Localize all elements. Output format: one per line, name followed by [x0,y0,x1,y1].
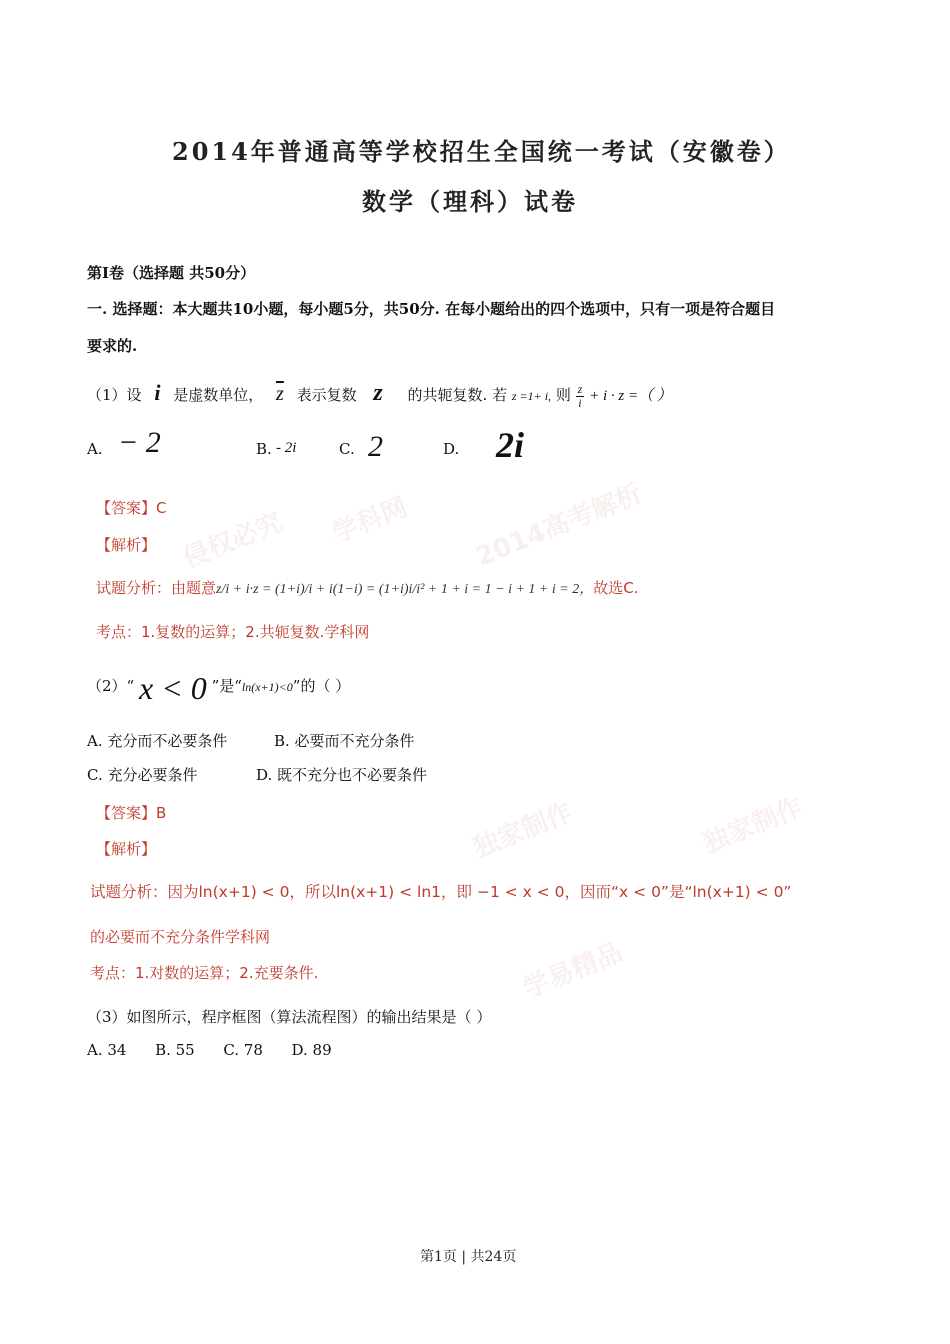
watermark-2: 2014高考解析 [471,478,647,573]
q1-option-d-label: D. [443,440,460,458]
q1-answer: 【答案】C [96,499,167,517]
question-3-stem: （3）如图所示，程序框图（算法流程图）的输出结果是（ ） [87,1008,492,1026]
q1-analysis-expression: z/i + i·z = (1+i)/i + i(1−i) = (1+i)i/i² + 1 + i = 1 − i + 1 + i = 2， [216,582,594,597]
watermark-4: 独家制作 [469,797,577,865]
q1-option-b-value: - 2i [276,440,297,456]
q2-option-a: A. 充分而不必要条件 [87,732,228,750]
page-footer: 第1页 | 共24页 [420,1249,517,1265]
q1-option-a-label: A. [87,440,103,458]
q2-mid: ”是“ [211,677,242,695]
section-header: 第Ⅰ卷（选择题 共50分） [87,264,256,282]
q2-option-c: C. 充分必要条件 [87,766,198,784]
q1-knowledge-point: 考点：1.复数的运算；2.共轭复数.学科网 [96,623,370,641]
q2-answer: 【答案】B [96,804,167,822]
q1-text-3: 的共轭复数. 若 [407,386,508,404]
q1-option-d-value: 2i [496,425,525,465]
q2-knowledge-point: 考点：1.对数的运算；2.充要条件. [90,964,319,982]
instruction-line-2: 要求的. [87,337,138,355]
q1-zbar-symbol: $\overline{z}$ [276,383,284,405]
q3-options: A. 34 B. 55 C. 78 D. 89 [87,1041,332,1059]
q1-option-b-label: B. [256,440,272,458]
q2-option-b: B. 必要而不充分条件 [274,732,415,750]
q1-frac-num: z [577,381,583,396]
q1-tail: + i · z =（ ） [589,388,672,404]
q1-text-2: 表示复数 [296,386,357,404]
q1-option-c-value: 2 [368,430,383,463]
q1-condition: z =1+ i, [511,389,552,403]
title-line-1: 2014年普通高等学校招生全国统一考试（安徽卷） [172,137,791,166]
q2-analysis-label: 【解析】 [96,840,157,858]
q1-text-1: 是虚数单位， [173,386,264,404]
instruction-line-1: 一. 选择题：本大题共10小题，每小题5分，共50分. 在每小题给出的四个选项中，只有一项是符合题目 [87,300,776,318]
question-2-stem [87,670,350,707]
q1-pre: （1）设 [87,386,142,404]
q2-pre: （2）“ [87,677,135,695]
q2-condition-1: x < 0 [139,670,207,706]
q1-analysis-suffix: 故选C. [593,579,639,597]
q1-option-a-value: − 2 [118,426,161,459]
watermark-6: 学易精品 [519,937,627,1005]
q2-tail: ”的（ ） [292,677,351,695]
q1-i-symbol: i [154,380,161,405]
title-line-2: 数学（理科）试卷 [362,187,578,216]
watermark-5: 独家制作 [699,792,807,860]
q1-analysis-line [96,577,638,598]
q1-text-4: 则 [555,386,571,404]
q1-z-symbol: z [373,380,383,406]
q1-frac-den: i [578,395,582,410]
q2-condition-2: ln(x+1)<0 [241,680,293,694]
question-1-stem [87,380,672,410]
q2-analysis-line-2: 的必要而不充分条件学科网 [90,928,271,946]
watermark-1: 学科网 [328,492,412,550]
q1-fraction [576,383,585,410]
q2-option-d: D. 既不充分也不必要条件 [256,766,428,784]
q1-option-c-label: C. [339,440,355,458]
q1-analysis-label: 【解析】 [96,536,157,554]
q1-analysis-prefix: 试题分析：由题意 [96,579,217,597]
q2-analysis-line-1: 试题分析：因为ln(x+1) < 0，所以ln(x+1) < ln1，即 −1 < x < 0，因而“x < 0”是“ln(x+1) < 0” [90,883,792,901]
watermark-3: 侵权必究 [179,507,287,575]
